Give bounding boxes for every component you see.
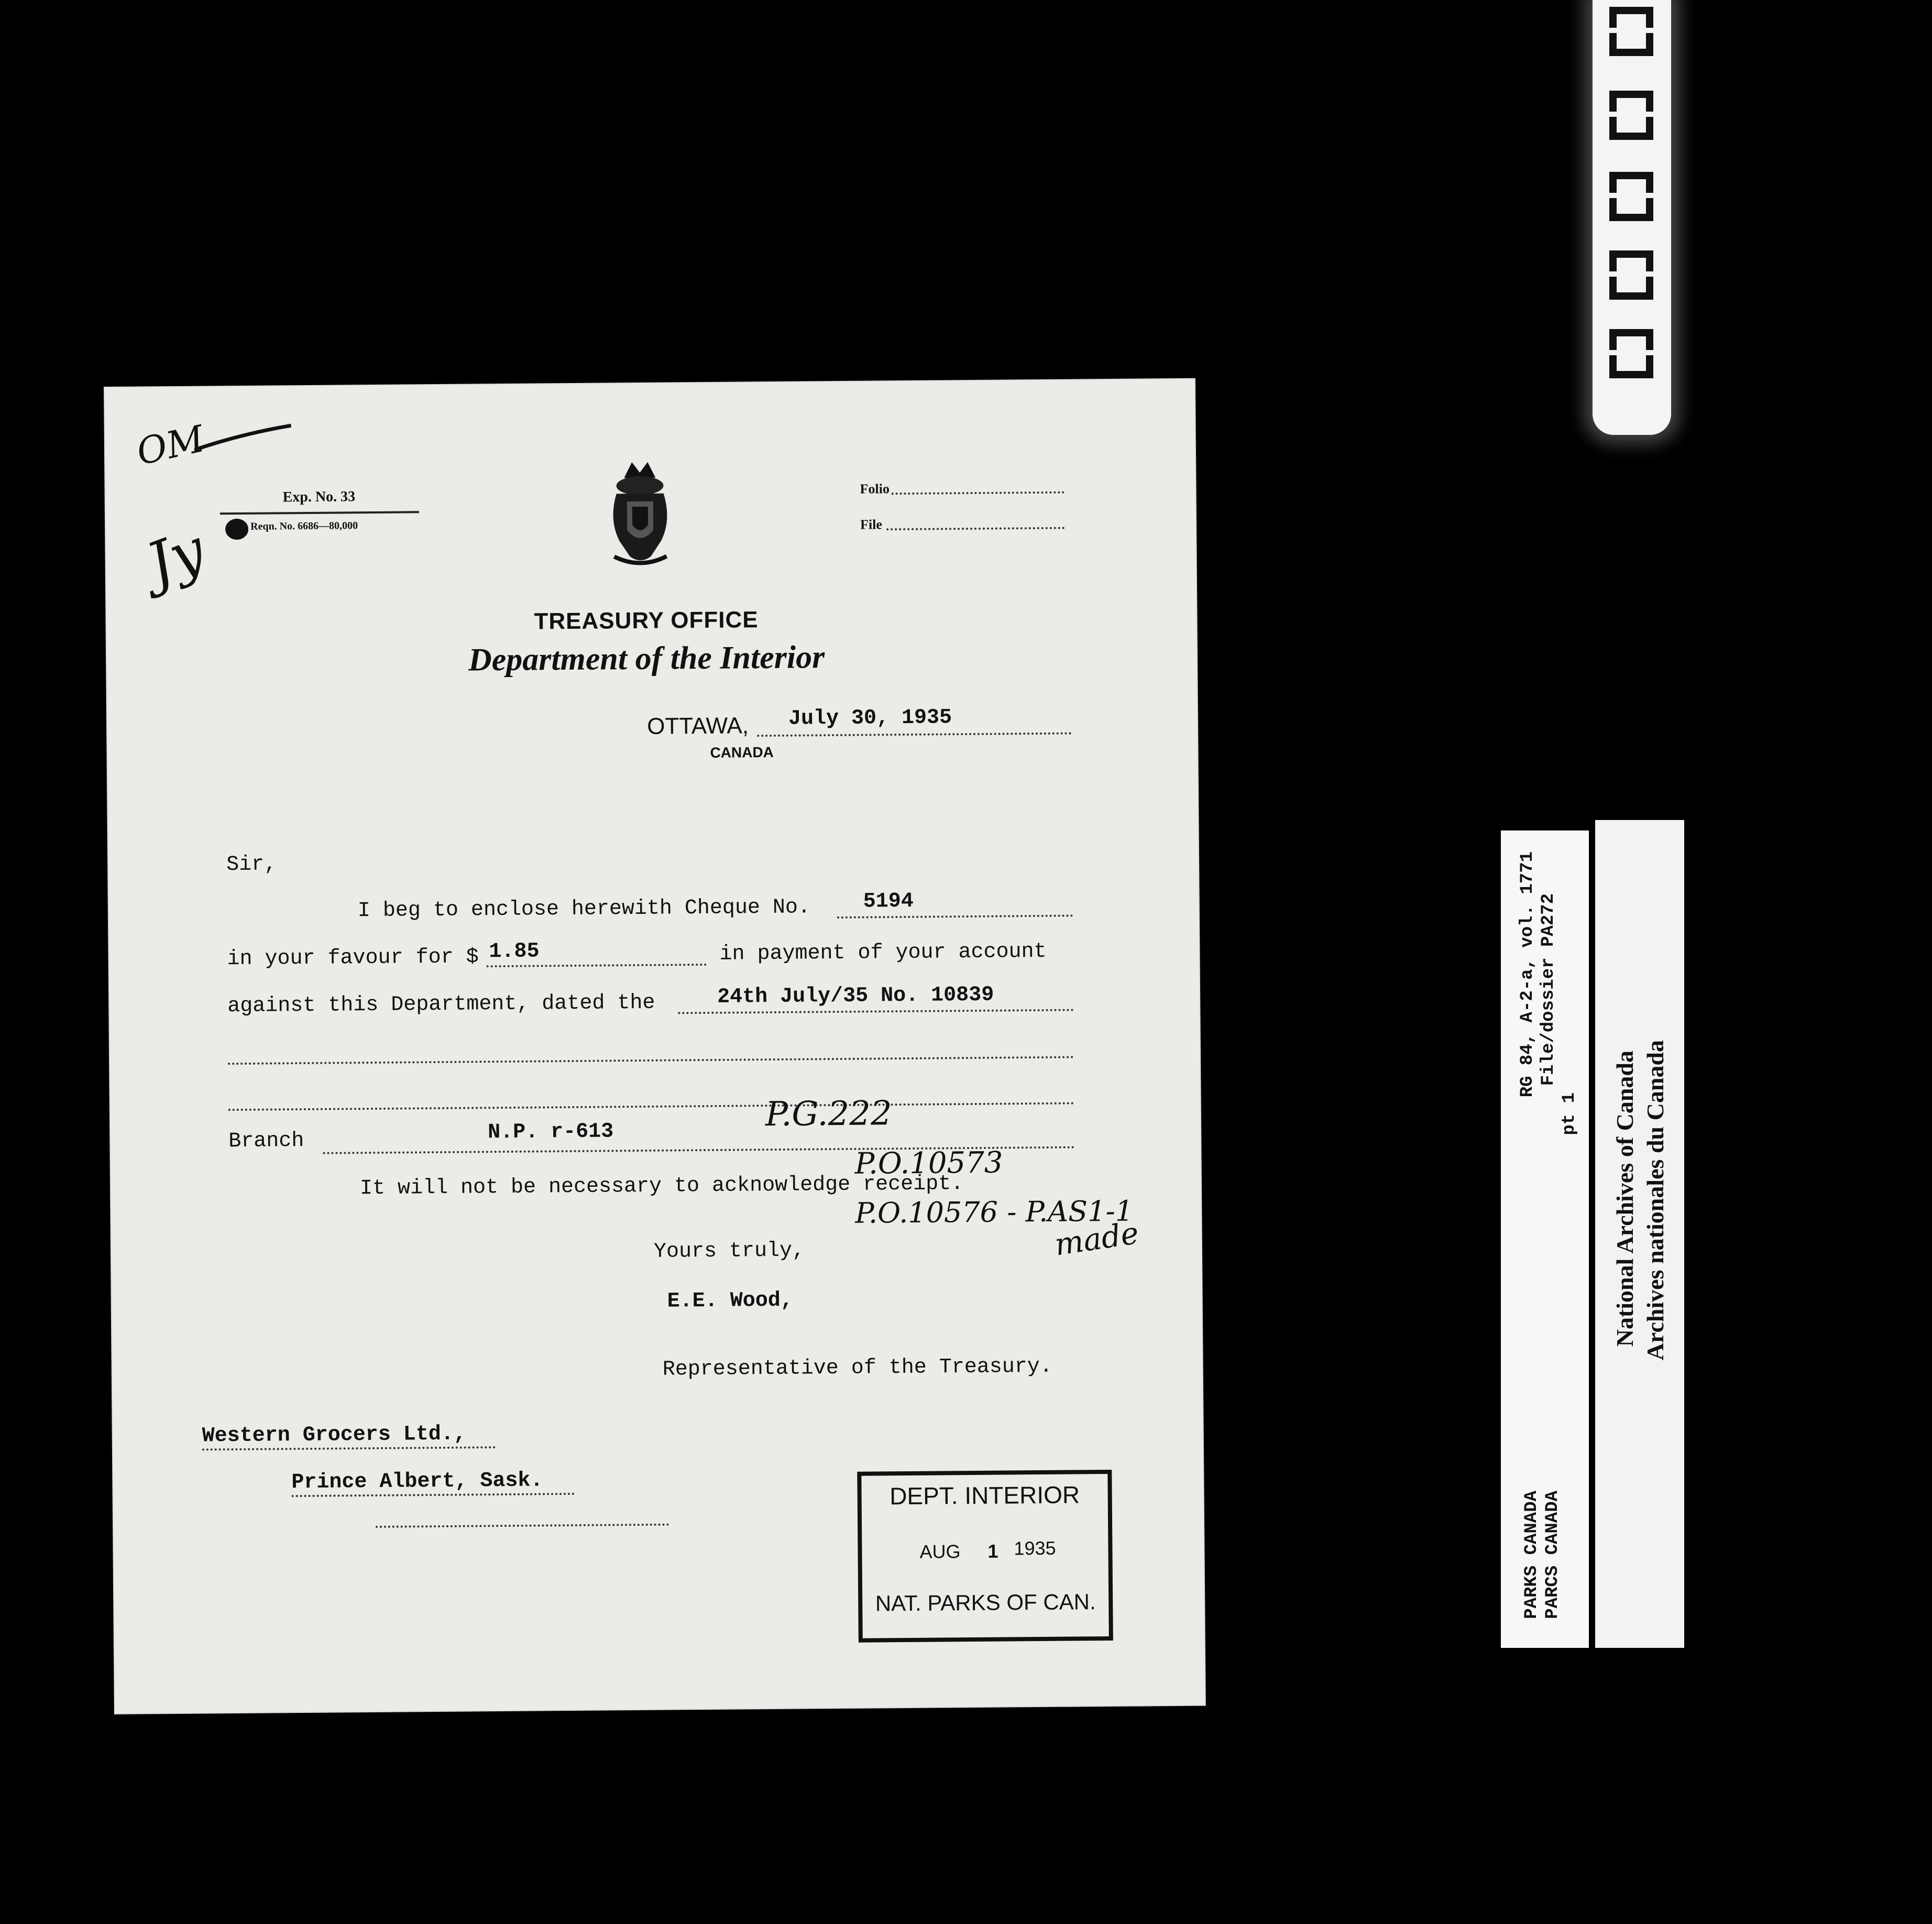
received-stamp <box>857 1470 1113 1643</box>
parks-canada-fr: PARCS CANADA <box>1543 1491 1563 1619</box>
counter-digit-icon <box>1605 3 1657 60</box>
document-sheet <box>105 379 1205 1713</box>
blank-line-1 <box>228 1056 1074 1065</box>
counter-digit-icon <box>1605 246 1657 304</box>
dated-line <box>678 1009 1073 1014</box>
stamp-month: AUG <box>919 1540 961 1562</box>
archive-ref-line1: RG 84, A-2-a, vol. 1771 <box>1518 851 1538 1098</box>
line2-prefix: in your favour for $ <box>227 945 479 971</box>
counter-digit-icon <box>1605 325 1657 382</box>
handwritten-initials-top: OM <box>133 417 208 474</box>
handwritten-initials-side: Jy <box>138 516 214 598</box>
date-line <box>757 733 1071 737</box>
branch-value: N.P. r-613 <box>488 1120 614 1145</box>
counter-digit-icon <box>1605 86 1657 144</box>
handwritten-po2: P.O.10576 - P.AS1-1 <box>855 1194 1134 1230</box>
addressee-blank-line <box>376 1524 669 1528</box>
archive-ref-line3: pt 1 <box>1560 1092 1579 1135</box>
national-archives-label <box>1595 820 1684 1648</box>
acknowledge-text: It will not be necessary to acknowledge receipt. <box>359 1172 964 1201</box>
amount-value: 1.85 <box>489 939 540 964</box>
handwritten-branch-note: P.G.222 <box>765 1094 892 1134</box>
dated-value: 24th July/35 No. 10839 <box>717 983 994 1009</box>
country-label: CANADA <box>710 744 774 761</box>
frame-counter-strip <box>1593 0 1671 435</box>
coat-of-arms-icon <box>603 456 677 567</box>
line3-text: against this Department, dated the <box>227 991 655 1019</box>
ink-blot <box>225 519 248 540</box>
blank-line-2 <box>228 1102 1074 1111</box>
stamp-line3: NAT. PARKS OF CAN. <box>875 1589 1096 1616</box>
stamp-day: 1 <box>987 1540 998 1562</box>
signer-title: Representative of the Treasury. <box>662 1354 1053 1382</box>
cheque-number: 5194 <box>863 889 914 914</box>
file-label: File <box>860 517 883 532</box>
handwritten-po1: P.O.10573 <box>854 1145 1003 1181</box>
nac-english: National Archives of Canada <box>1611 1051 1638 1347</box>
stamp-year: 1935 <box>1014 1537 1056 1559</box>
counter-digit-icon <box>1605 168 1657 225</box>
folio-line <box>892 491 1064 495</box>
addressee-name: Western Grocers Ltd., <box>202 1422 466 1448</box>
stamp-line1: DEPT. INTERIOR <box>889 1481 1080 1510</box>
salutation: Sir, <box>226 852 277 877</box>
city-label: OTTAWA, <box>646 713 749 739</box>
addressee-city: Prince Albert, Sask. <box>291 1469 543 1495</box>
letter-date: July 30, 1935 <box>788 706 952 731</box>
handwritten-made: made <box>1052 1215 1141 1263</box>
closing: Yours truly, <box>653 1239 805 1264</box>
department-title: Department of the Interior <box>468 639 825 678</box>
branch-label: Branch <box>228 1129 304 1154</box>
archive-reference-label <box>1501 830 1589 1648</box>
amount-line <box>487 964 707 967</box>
cheque-line <box>837 915 1073 919</box>
exp-number: Exp. No. 33 <box>282 488 356 506</box>
handwritten-stroke <box>194 423 294 455</box>
office-title: TREASURY OFFICE <box>534 607 759 635</box>
parks-canada-en: PARKS CANADA <box>1522 1491 1542 1619</box>
archive-ref-line2: File/dossier PA272 <box>1539 893 1558 1086</box>
file-line <box>886 527 1064 531</box>
line2-suffix: in payment of your account <box>719 939 1047 966</box>
signer-name: E.E. Wood, <box>667 1288 793 1314</box>
nac-french: Archives nationales du Canada <box>1642 1040 1668 1361</box>
line1-text: I beg to enclose herewith Cheque No. <box>357 895 811 923</box>
reqn-number: Reqn. No. 6686—80,000 <box>250 520 358 532</box>
folio-label: Folio <box>860 481 890 497</box>
divider-line <box>220 511 419 515</box>
